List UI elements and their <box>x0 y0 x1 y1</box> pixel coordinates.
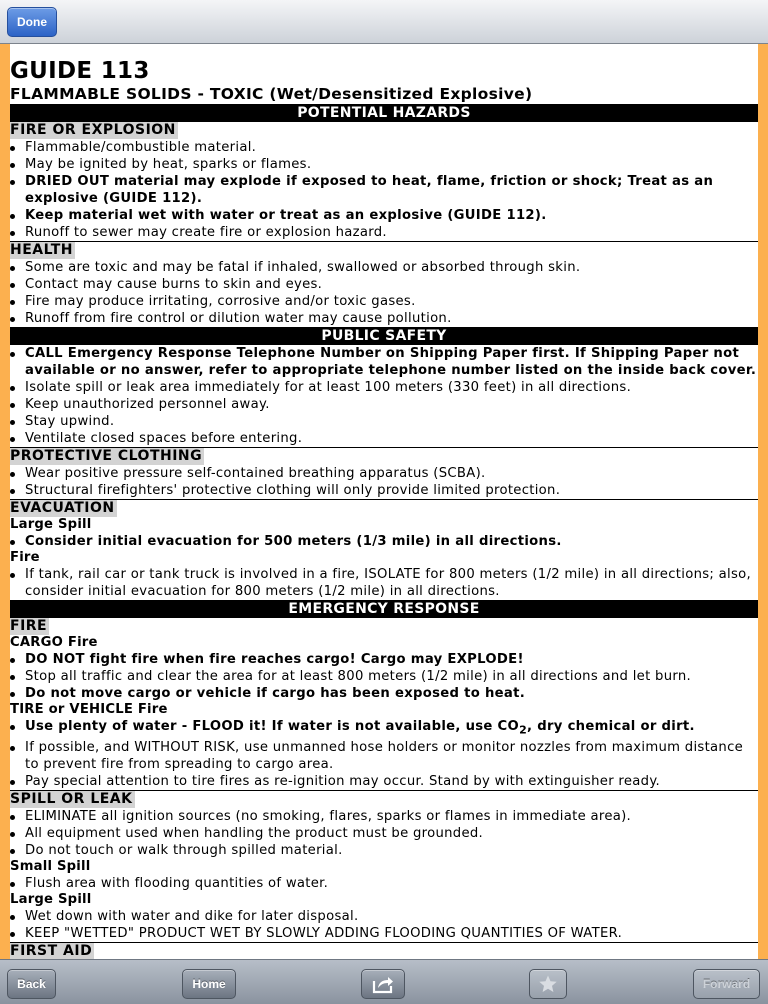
back-button[interactable]: Back <box>7 969 56 999</box>
list-item: Stay upwind. <box>10 413 758 430</box>
subheading-large-spill: Large Spill <box>10 891 92 907</box>
list-item: DO NOT fight fire when fire reaches cargo! Cargo may EXPLODE! <box>10 651 758 668</box>
list-item: Ventilate closed spaces before entering. <box>10 430 758 447</box>
list-item: Some are toxic and may be fatal if inhaled, swallowed or absorbed through skin. <box>10 259 758 276</box>
subheading-large-spill: Large Spill <box>10 517 92 532</box>
subheading-cargo-fire: CARGO Fire <box>10 635 98 650</box>
section-protective-clothing <box>10 447 758 499</box>
list-item: Consider initial evacuation for 500 meters (1/3 mile) in all directions. <box>10 533 758 550</box>
co2-subscript: 2 <box>519 723 528 737</box>
section-evacuation <box>10 499 758 600</box>
section-fire <box>10 618 758 790</box>
list-item: Runoff to sewer may create fire or explosion hazard. <box>10 224 758 241</box>
share-button[interactable] <box>361 969 405 999</box>
star-icon <box>538 974 558 994</box>
section-heading: SPILL OR LEAK <box>10 790 133 807</box>
list-item: All equipment used when handling the product must be grounded. <box>10 825 758 842</box>
top-toolbar <box>0 0 768 44</box>
list-item: Keep material wet with water or treat as an explosive (GUIDE 112). <box>10 207 758 224</box>
section-heading: EVACUATION <box>10 500 115 516</box>
subheading-fire: Fire <box>10 550 40 565</box>
section-heading: HEALTH <box>10 242 73 258</box>
band-potential-hazards: POTENTIAL HAZARDS <box>10 104 758 122</box>
list-item: KEEP "WETTED" PRODUCT WET BY SLOWLY ADDING FLOODING QUANTITIES OF WATER. <box>10 925 758 942</box>
list-item: Contact may cause burns to skin and eyes. <box>10 276 758 293</box>
list-item: Wet down with water and dike for later disposal. <box>10 908 758 925</box>
list-item: Wear positive pressure self-contained breathing apparatus (SCBA). <box>10 465 758 482</box>
guide-content[interactable] <box>10 44 758 959</box>
share-icon <box>371 973 395 995</box>
list-item: May be ignited by heat, sparks or flames. <box>10 156 758 173</box>
favorite-button[interactable] <box>529 969 567 999</box>
list-item: Do not move cargo or vehicle if cargo has been exposed to heat. <box>10 685 758 702</box>
list-item: ELIMINATE all ignition sources (no smoking, flares, sparks or flames in immediate area). <box>10 808 758 825</box>
list-item: Keep unauthorized personnel away. <box>10 396 758 413</box>
guide-title: GUIDE 113 <box>10 58 150 84</box>
forward-button[interactable]: Forward <box>693 969 760 999</box>
list-item: If tank, rail car or tank truck is involved in a fire, ISOLATE for 800 meters (1/2 mile) in all directions; also, consider initial evacuation for 800 meters (1/2 mile) in all directions. <box>10 566 758 600</box>
guide-subtitle: FLAMMABLE SOLIDS - TOXIC (Wet/Desensitized Explosive) <box>10 85 533 103</box>
section-health <box>10 241 758 327</box>
list-item: Pay special attention to tire fires as re-ignition may occur. Stand by with extinguisher ready. <box>10 773 758 790</box>
list-item: If possible, and WITHOUT RISK, use unmanned hose holders or monitor nozzles from maximum distance to prevent fire from spreading to cargo area. <box>10 739 758 773</box>
list-item <box>10 718 758 739</box>
bottom-toolbar <box>0 959 768 1004</box>
list-item: Stop all traffic and clear the area for at least 800 meters (1/2 mile) in all directions and let burn. <box>10 668 758 685</box>
section-heading: FIRE <box>10 618 48 634</box>
subheading-small-spill: Small Spill <box>10 858 91 874</box>
band-public-safety: PUBLIC SAFETY <box>10 327 758 345</box>
co2-text-pre: Use plenty of water - FLOOD it! If water is not available, use CO <box>25 719 520 734</box>
section-heading: FIRST AID <box>10 942 93 959</box>
band-emergency-response: EMERGENCY RESPONSE <box>10 600 758 618</box>
section-spill-or-leak <box>10 790 758 942</box>
co2-text-post: , dry chemical or dirt. <box>527 719 695 734</box>
list-item: Fire may produce irritating, corrosive and/or toxic gases. <box>10 293 758 310</box>
list-item: Do not touch or walk through spilled material. <box>10 842 758 859</box>
list-item: Flammable/combustible material. <box>10 139 758 156</box>
list-item: Runoff from fire control or dilution water may cause pollution. <box>10 310 758 327</box>
section-heading: FIRE OR EXPLOSION <box>10 122 176 138</box>
section-public-safety <box>10 345 758 447</box>
list-item: Structural firefighters' protective clothing will only provide limited protection. <box>10 482 758 499</box>
section-heading: PROTECTIVE CLOTHING <box>10 448 203 464</box>
section-fire-or-explosion <box>10 122 758 241</box>
home-button[interactable]: Home <box>182 969 236 999</box>
list-item: DRIED OUT material may explode if exposed to heat, flame, friction or shock; Treat as an explosive (GUIDE 112). <box>10 173 758 207</box>
list-item: Isolate spill or leak area immediately for at least 100 meters (330 feet) in all directions. <box>10 379 758 396</box>
subheading-tire-vehicle-fire: TIRE or VEHICLE Fire <box>10 702 168 717</box>
list-item: CALL Emergency Response Telephone Number on Shipping Paper first. If Shipping Paper not available or no answer, refer to appropriate telephone number listed on the inside back cover. <box>10 345 758 379</box>
list-item: Flush area with flooding quantities of water. <box>10 875 758 892</box>
done-button[interactable]: Done <box>7 7 57 37</box>
